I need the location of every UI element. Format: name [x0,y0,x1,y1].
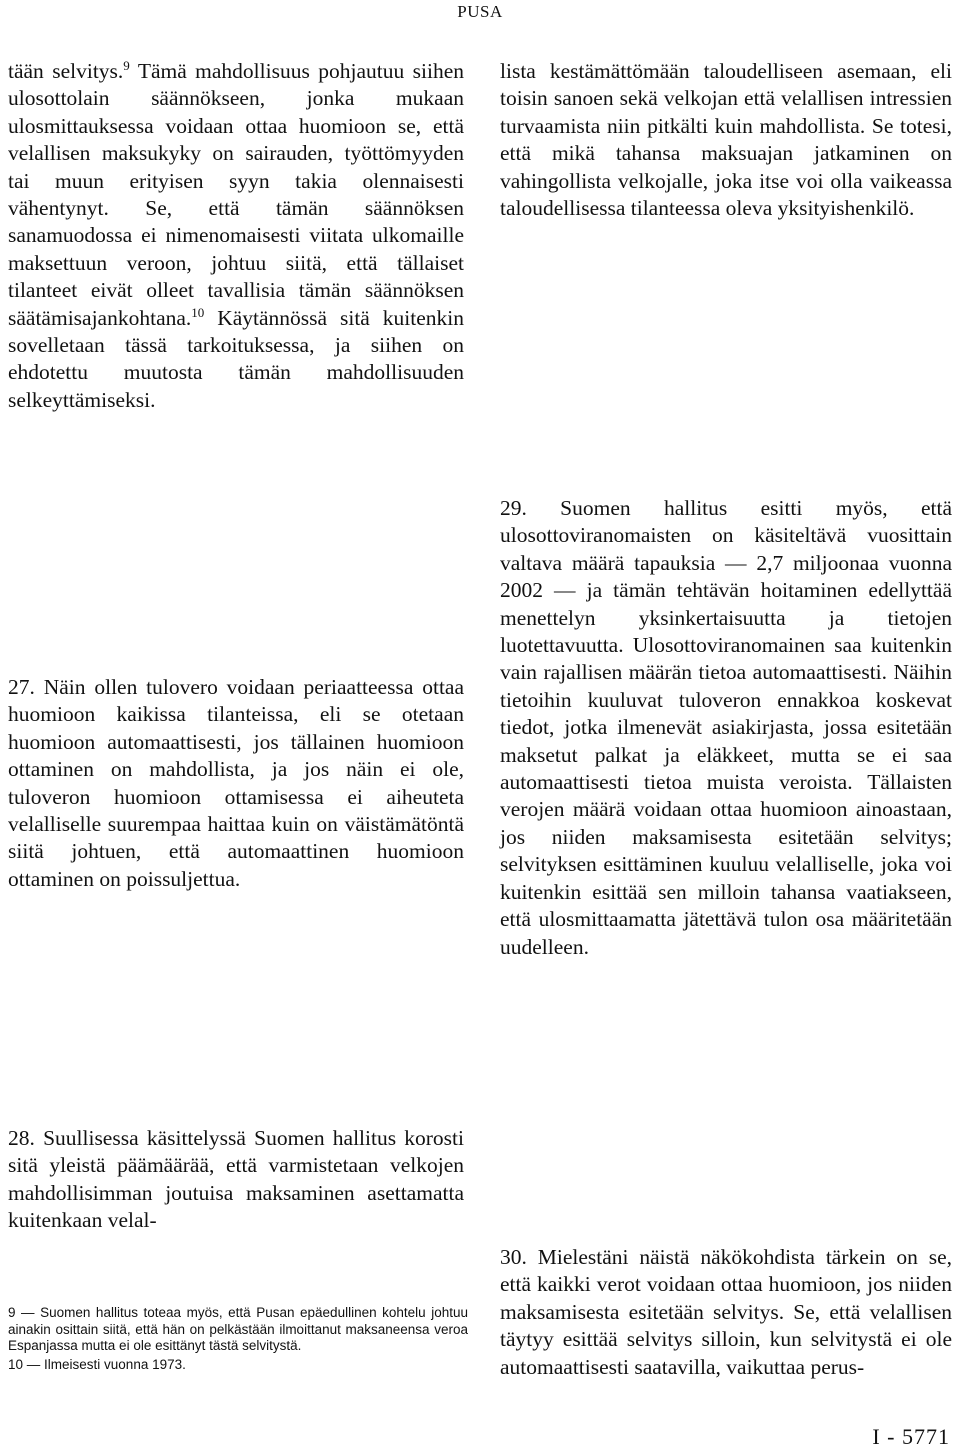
paragraph-text: Tämä mahdollisuus pohjautuu siihen ulosottolain säännökseen, jonka mukaan ulosmittauksessa voidaan ottaa huomioon se, että velallisen maksukyky on sairauden, työttömyyden tai muun erityisen syyn takia olennaisesti vähentynyt. Se, että tämän säännöksen sanamuodossa ei nimenomaisesti viitata ulkomaille maksettuun veroon, johtuu siitä, että tällaiset tilanteet eivät olleet tavallisia tämän säännöksen säätämisajankohtana. [8,59,464,330]
page-number: I - 5771 [872,1424,950,1449]
paragraph-text: Suomen hallitus esitti myös, että ulosottoviranomaisten on käsiteltävä vuosittain valtava määrä tapauksia — 2,7 miljoonaa vuonna 2002 — ja tämän tehtävän hoitaminen edellyttää menettelyn yksinkertaisuutta ja tietojen luotettavuutta. Ulosottoviranomainen saa kuitenkin vain rajallisen määrän tietoa automaattisesti. Näihin tietoihin kuuluvat tuloveron ennakkoa koskevat tiedot, jotka ilmenevät asiakirjasta, jossa esitetään maksetut palkat ja eläkkeet, mutta se ei saa automaattisesti tietoa muista veroista. Tällaisten verojen määrä voidaan ottaa huomioon ainoastaan, jos niiden maksamisesta esitetään selvitys; selvityksen esittäminen kuuluu velalliselle, joka voi kuitenkin esittää sen milloin tahansa vaatiakseen, että ulosmittaamatta jätettävä tulon osa määritetään uudelleen. [500,496,952,959]
paragraph-26-continuation [8,58,464,414]
paragraph-30 [500,1244,952,1381]
paragraph-text: Näin ollen tulovero voidaan periaatteessa ottaa huomioon kaikissa tilanteissa, eli se otetaan huomioon automaattisesti, jos tällainen huomioon ottaminen on mahdollista, ja jos näin ei ole, tuloveron huomioon ottamisessa ei aiheuteta velalliselle suurempaa haittaa kuin on väistämätöntä siitä johtuen, että automaattinen huomioon ottaminen on poissuljettua. [8,675,464,891]
paragraph-27 [8,674,464,893]
paragraph-text: Käytännössä sitä kuitenkin sovelletaan tässä tarkoituksessa, ja siihen on ehdotettu muutosta tämän mahdollisuuden selkeyttämiseksi. [8,305,464,412]
paragraph-28 [8,1125,464,1235]
running-head: PUSA [457,2,503,21]
paragraph-text: tään selvitys. [8,59,124,83]
footnote-text: Ilmeisesti vuonna 1973. [40,1356,186,1372]
footnote-ref-9[interactable]: 9 [123,57,130,73]
footnote-marker: 9 — [8,1305,35,1320]
paragraph-text: Suullisessa käsittelyssä Suomen hallitus korosti sitä yleistä päämäärää, että varmistetaan velkojen mahdollisimman joutuisa maksaminen asettamatta kuitenkaan velal- [8,1126,464,1233]
footnote-ref-10[interactable]: 10 [191,304,205,320]
paragraph-text: Mielestäni näistä näkökohdista tärkein on se, että kaikki verot voidaan ottaa huomioon, jos niiden maksamisesta esitetään selvitys. Se, että velallisen täytyy esittää selvitys silloin, kun selvitystä ei ole automaattisesti saatavilla, vaikuttaa perus- [500,1245,952,1379]
paragraph-number: 29. [500,496,527,520]
paragraph-28-continuation [500,58,952,222]
footnotes [8,1305,468,1373]
footnote-marker: 10 — [8,1356,41,1372]
paragraph-number: 28. [8,1126,35,1150]
paragraph-text: lista kestämättömään taloudelliseen asemaan, eli toisin sanoen sekä velkojan että velallisen intressien turvaamista niin pitkälti kuin mahdollista. Se totesi, että mikä tahansa maksuajan jatkaminen on vahingollista velkojalle, joka itse voi olla vaikeassa taloudellisessa tilanteessa oleva yksityishenkilö. [500,59,952,221]
footnote-text: Suomen hallitus toteaa myös, että Pusan epäedullinen kohtelu johtuu ainakin osittain siitä, että hän on pelkästään ilmoittanut maksaneensa veroa Espanjassa mutta ei ole esittänyt tästä selvitystä. [8,1305,469,1353]
paragraph-number: 27. [8,675,35,699]
footnote-9 [8,1305,468,1355]
footnote-10 [8,1357,468,1374]
paragraph-29 [500,495,952,961]
paragraph-number: 30. [500,1245,527,1269]
